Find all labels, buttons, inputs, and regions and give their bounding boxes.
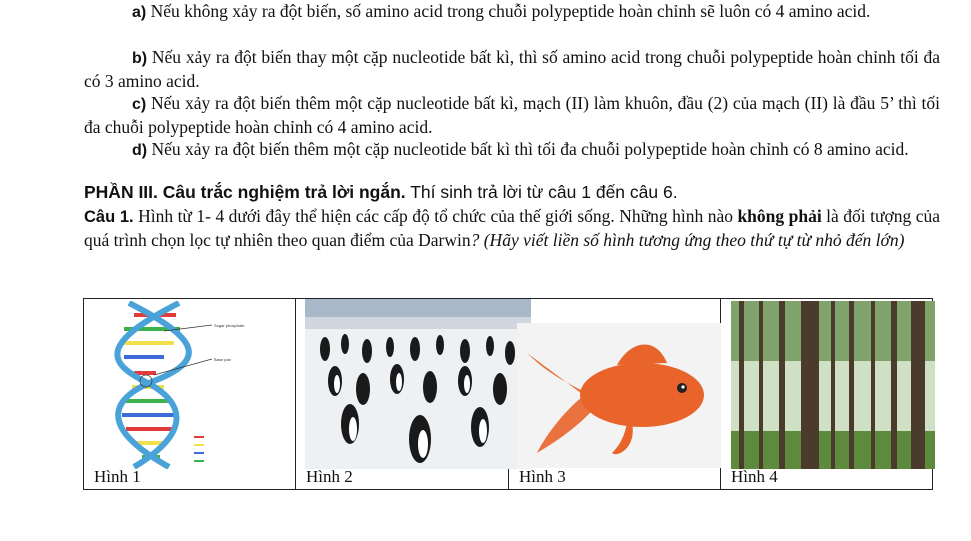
- option-b-text: Nếu xảy ra đột biến thay một cặp nucleotide bất kì, thì số amino acid trong chuỗi polypeptide hoàn chỉnh tối đa có 3 amino acid.: [84, 47, 941, 91]
- part3-instruction: Thí sinh trả lời từ câu 1 đến câu 6.: [405, 182, 678, 202]
- option-c-label: c): [132, 96, 147, 113]
- option-c: [84, 92, 940, 139]
- question-1-emphasis: không phải: [737, 206, 822, 226]
- option-b: [84, 46, 940, 93]
- option-d: [84, 138, 940, 162]
- figure-cell-2: [296, 299, 509, 489]
- figure-cell-3: [509, 299, 721, 489]
- pine-forest-icon: [731, 301, 935, 469]
- option-a: [84, 0, 940, 24]
- figure-3-caption: Hình 3: [519, 467, 566, 486]
- question-1-text: Hình từ 1- 4 dưới đây thể hiện các cấp độ tổ chức của thế giới sống. Những hình nào: [133, 206, 738, 226]
- goldfish-icon: [517, 323, 721, 468]
- figure-cell-1: [84, 299, 296, 489]
- option-d-text: Nếu xảy ra đột biến thêm một cặp nucleotide bất kì thì tối đa chuỗi polypeptide hoàn chỉnh có 8 amino acid.: [151, 139, 909, 159]
- svg-text:Base pair: Base pair: [214, 357, 231, 362]
- question-1-text-2: là đối tượng của quá trình chọn lọc tự nhiên theo quan điểm của Darwin: [84, 206, 940, 250]
- option-b-label: b): [132, 50, 148, 67]
- part3-heading: [84, 181, 944, 203]
- question-1: [84, 205, 940, 252]
- question-1-hint: ? (Hãy viết liền số hình tương ứng theo thứ tự từ nhỏ đến lớn): [470, 230, 905, 250]
- option-a-label: a): [132, 4, 147, 21]
- option-c-text: Nếu xảy ra đột biến thêm một cặp nucleotide bất kì, mạch (II) làm khuôn, đầu (2) của mạch (II) là đầu 5’ thì tối đa chuỗi polypeptide hoàn chỉnh có 4 amino acid.: [84, 93, 940, 137]
- figure-cell-4: [721, 299, 932, 489]
- svg-text:Sugar phosphate: Sugar phosphate: [214, 323, 245, 328]
- figure-4-caption: Hình 4: [731, 467, 778, 486]
- part3-title: PHẦN III. Câu trắc nghiệm trả lời ngắn.: [84, 182, 406, 202]
- penguin-colony-icon: [305, 299, 531, 469]
- option-a-text: Nếu không xảy ra đột biến, số amino acid trong chuỗi polypeptide hoàn chỉnh sẽ luôn có 4 amino acid.: [150, 1, 871, 21]
- dna-double-helix-icon: [94, 301, 269, 469]
- option-d-label: d): [132, 142, 148, 159]
- figure-1-caption: Hình 1: [94, 467, 141, 486]
- figure-2-caption: Hình 2: [306, 467, 353, 486]
- question-1-label: Câu 1.: [84, 208, 134, 226]
- figures-table: [83, 298, 933, 490]
